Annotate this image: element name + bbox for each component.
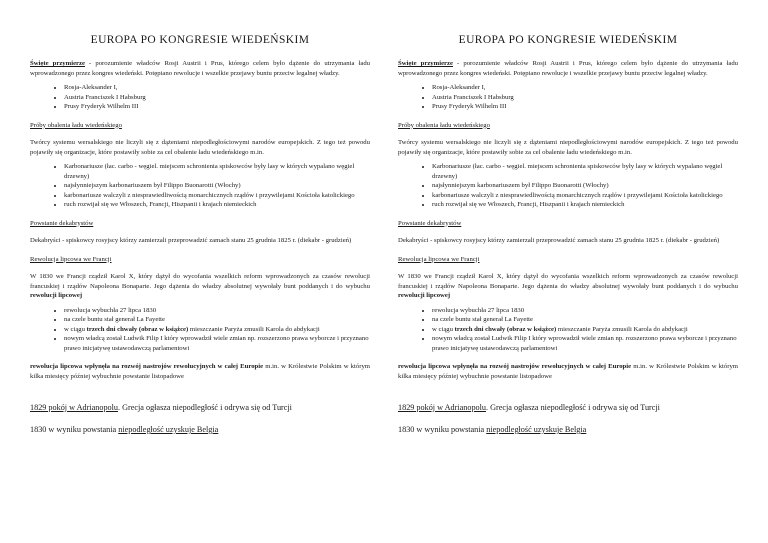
section-paragraph: Dekabryści - spiskowcy rosyjscy którzy zamierzali przeprowadzić zamach stanu 25 grudnia 1825 r. (diekabr - grudzień) bbox=[30, 237, 352, 244]
list-item: • ruch rozwijał się we Włoszech, Francji, Hiszpanii i krajach niemieckich bbox=[432, 200, 738, 210]
intro-paragraph bbox=[398, 59, 738, 78]
rulers-list bbox=[398, 83, 738, 112]
carbonari-list bbox=[30, 162, 370, 210]
list-item: • nowym władcą został Ludwik Filip I który wprowadził wiele zmian np. rozszerzono prawa wyborcze i przyznano prawo inicjatywę ustawodawczą parlamentowi bbox=[64, 334, 370, 353]
outro-paragraph: rewolucja lipcowa wpłynęła na rozwój nastrojów rewolucyjnych w całej Europie m.in. w Królestwie Polskim w którym kilka miesięcy później wybuchnie powstanie listopadowe bbox=[398, 363, 738, 380]
carbonari-list bbox=[398, 162, 738, 210]
list-item: • karbonariusze walczyli z niesprawiedliwością monarchicznych rządów i przywilejami Kościoła katolickiego bbox=[64, 191, 370, 201]
section-heading: Próby obalenia ładu wiedeńskiego bbox=[30, 121, 122, 129]
intro-paragraph bbox=[30, 59, 370, 78]
list-item: • Rosja-Aleksander I, bbox=[64, 83, 370, 93]
list-item: • najsłynniejszym karbonariuszem był Filippo Buonarotti (Włochy) bbox=[64, 181, 370, 191]
footer-line-1: 1829 pokój w Adrianopolu. Grecja ogłasza niepodległość i odrywa się od Turcji bbox=[398, 403, 660, 412]
right-column bbox=[398, 0, 738, 435]
list-item: • Austria Franciszek I Habsburg bbox=[432, 93, 738, 103]
section-paragraph: Dekabryści - spiskowcy rosyjscy którzy zamierzali przeprowadzić zamach stanu 25 grudnia 1825 r. (diekabr - grudzień) bbox=[398, 237, 720, 244]
list-item: • ruch rozwijał się we Włoszech, Francji, Hiszpanii i krajach niemieckich bbox=[64, 200, 370, 210]
list-item: • nowym władcą został Ludwik Filip I który wprowadził wiele zmian np. rozszerzono prawa wyborcze i przyznano prawo inicjatywę ustawodawczą parlamentowi bbox=[432, 334, 738, 353]
list-item: • najsłynniejszym karbonariuszem był Filippo Buonarotti (Włochy) bbox=[432, 181, 738, 191]
list-item: • w ciągu trzech dni chwały (obraz w książce) mieszczanie Paryża zmusili Karola do abdykacji bbox=[432, 325, 738, 335]
list-item: • karbonariusze walczyli z niesprawiedliwością monarchicznych rządów i przywilejami Kościoła katolickiego bbox=[432, 191, 738, 201]
section-heading: Rewolucja lipcowa we Francji bbox=[30, 255, 112, 263]
footer-line-2: 1830 w wyniku powstania niepodległość uzyskuje Belgia bbox=[398, 425, 587, 434]
list-item: • Karbonariusze (łac. carbo - węgiel. miejscem schronienia spiskowców były lasy w których wypalano węgiel drzewny) bbox=[432, 162, 738, 181]
section-paragraph: W 1830 we Francji rządził Karol X, który dążył do wycofania wszelkich reform wprowadzonych za czasów rewolucji francuskiej i rządów Napoleona Bonaparte. Jego dążenia do władzy absolutnej wywołały bunt poddanych i do wybuchu rewolucji lipcowej bbox=[398, 273, 738, 299]
list-item: • Rosja-Aleksander I, bbox=[432, 83, 738, 93]
intro-text: - porozumienie władców Rosji Austrii i Prus, którego celem było dążenie do utrzymania ładu wprowadzonego przez kongres wiedeński. Potępiano rewolucje i wszelkie przejawy buntu przeciw legalnej władzy. bbox=[30, 60, 371, 77]
section-heading: Rewolucja lipcowa we Francji bbox=[398, 255, 480, 263]
section-paragraph: Twórcy systemu wersalskiego nie liczyli się z dążeniami niepodległościowymi narodów europejskich. Z tego też powodu pojawiły się organizacje, które postawiły sobie za cel obalenie ładu wiedeńskiego m.in. bbox=[30, 139, 370, 156]
section-heading: Powstanie dekabrystów bbox=[398, 219, 462, 227]
july-revolution-list bbox=[30, 306, 370, 354]
section-paragraph: Twórcy systemu wersalskiego nie liczyli się z dążeniami niepodległościowymi narodów europejskich. Z tego też powodu pojawiły się organizacje, które postawiły sobie za cel obalenie ładu wiedeńskiego m.in. bbox=[398, 139, 738, 156]
list-item: • na czele buntu stał generał La Fayette bbox=[432, 315, 738, 325]
section-heading: Powstanie dekabrystów bbox=[30, 219, 94, 227]
intro-term: Święte przymierze bbox=[30, 60, 85, 67]
section-heading: Próby obalenia ładu wiedeńskiego bbox=[398, 121, 490, 129]
list-item: • w ciągu trzech dni chwały (obraz w książce) mieszczanie Paryża zmusili Karola do abdykacji bbox=[64, 325, 370, 335]
left-column bbox=[30, 0, 370, 435]
footer-line-2: 1830 w wyniku powstania niepodległość uzyskuje Belgia bbox=[30, 425, 219, 434]
page-title: EUROPA PO KONGRESIE WIEDEŃSKIM bbox=[458, 34, 678, 46]
footer-line-1: 1829 pokój w Adrianopolu. Grecja ogłasza niepodległość i odrywa się od Turcji bbox=[30, 403, 292, 412]
section-paragraph: W 1830 we Francji rządził Karol X, który dążył do wycofania wszelkich reform wprowadzonych za czasów rewolucji francuskiej i rządów Napoleona Bonaparte. Jego dążenia do władzy absolutnej wywołały bunt poddanych i do wybuchu rewolucji lipcowej bbox=[30, 273, 370, 299]
list-item: • Prusy Fryderyk Wilhelm III bbox=[64, 102, 370, 112]
rulers-list bbox=[30, 83, 370, 112]
list-item: • Karbonariusze (łac. carbo - węgiel. miejscem schronienia spiskowców były lasy w których wypalano węgiel drzewny) bbox=[64, 162, 370, 181]
list-item: • rewolucja wybuchła 27 lipca 1830 bbox=[432, 306, 738, 316]
july-revolution-list bbox=[398, 306, 738, 354]
list-item: • Austria Franciszek I Habsburg bbox=[64, 93, 370, 103]
list-item: • na czele buntu stał generał La Fayette bbox=[64, 315, 370, 325]
list-item: • rewolucja wybuchła 27 lipca 1830 bbox=[64, 306, 370, 316]
intro-text: - porozumienie władców Rosji Austrii i Prus, którego celem było dążenie do utrzymania ładu wprowadzonego przez kongres wiedeński. Potępiano rewolucje i wszelkie przejawy buntu przeciw legalnej władzy. bbox=[398, 60, 739, 77]
outro-paragraph: rewolucja lipcowa wpłynęła na rozwój nastrojów rewolucyjnych w całej Europie m.in. w Królestwie Polskim w którym kilka miesięcy później wybuchnie powstanie listopadowe bbox=[30, 363, 370, 380]
intro-term: Święte przymierze bbox=[398, 60, 453, 67]
list-item: • Prusy Fryderyk Wilhelm III bbox=[432, 102, 738, 112]
page-title: EUROPA PO KONGRESIE WIEDEŃSKIM bbox=[90, 34, 310, 46]
